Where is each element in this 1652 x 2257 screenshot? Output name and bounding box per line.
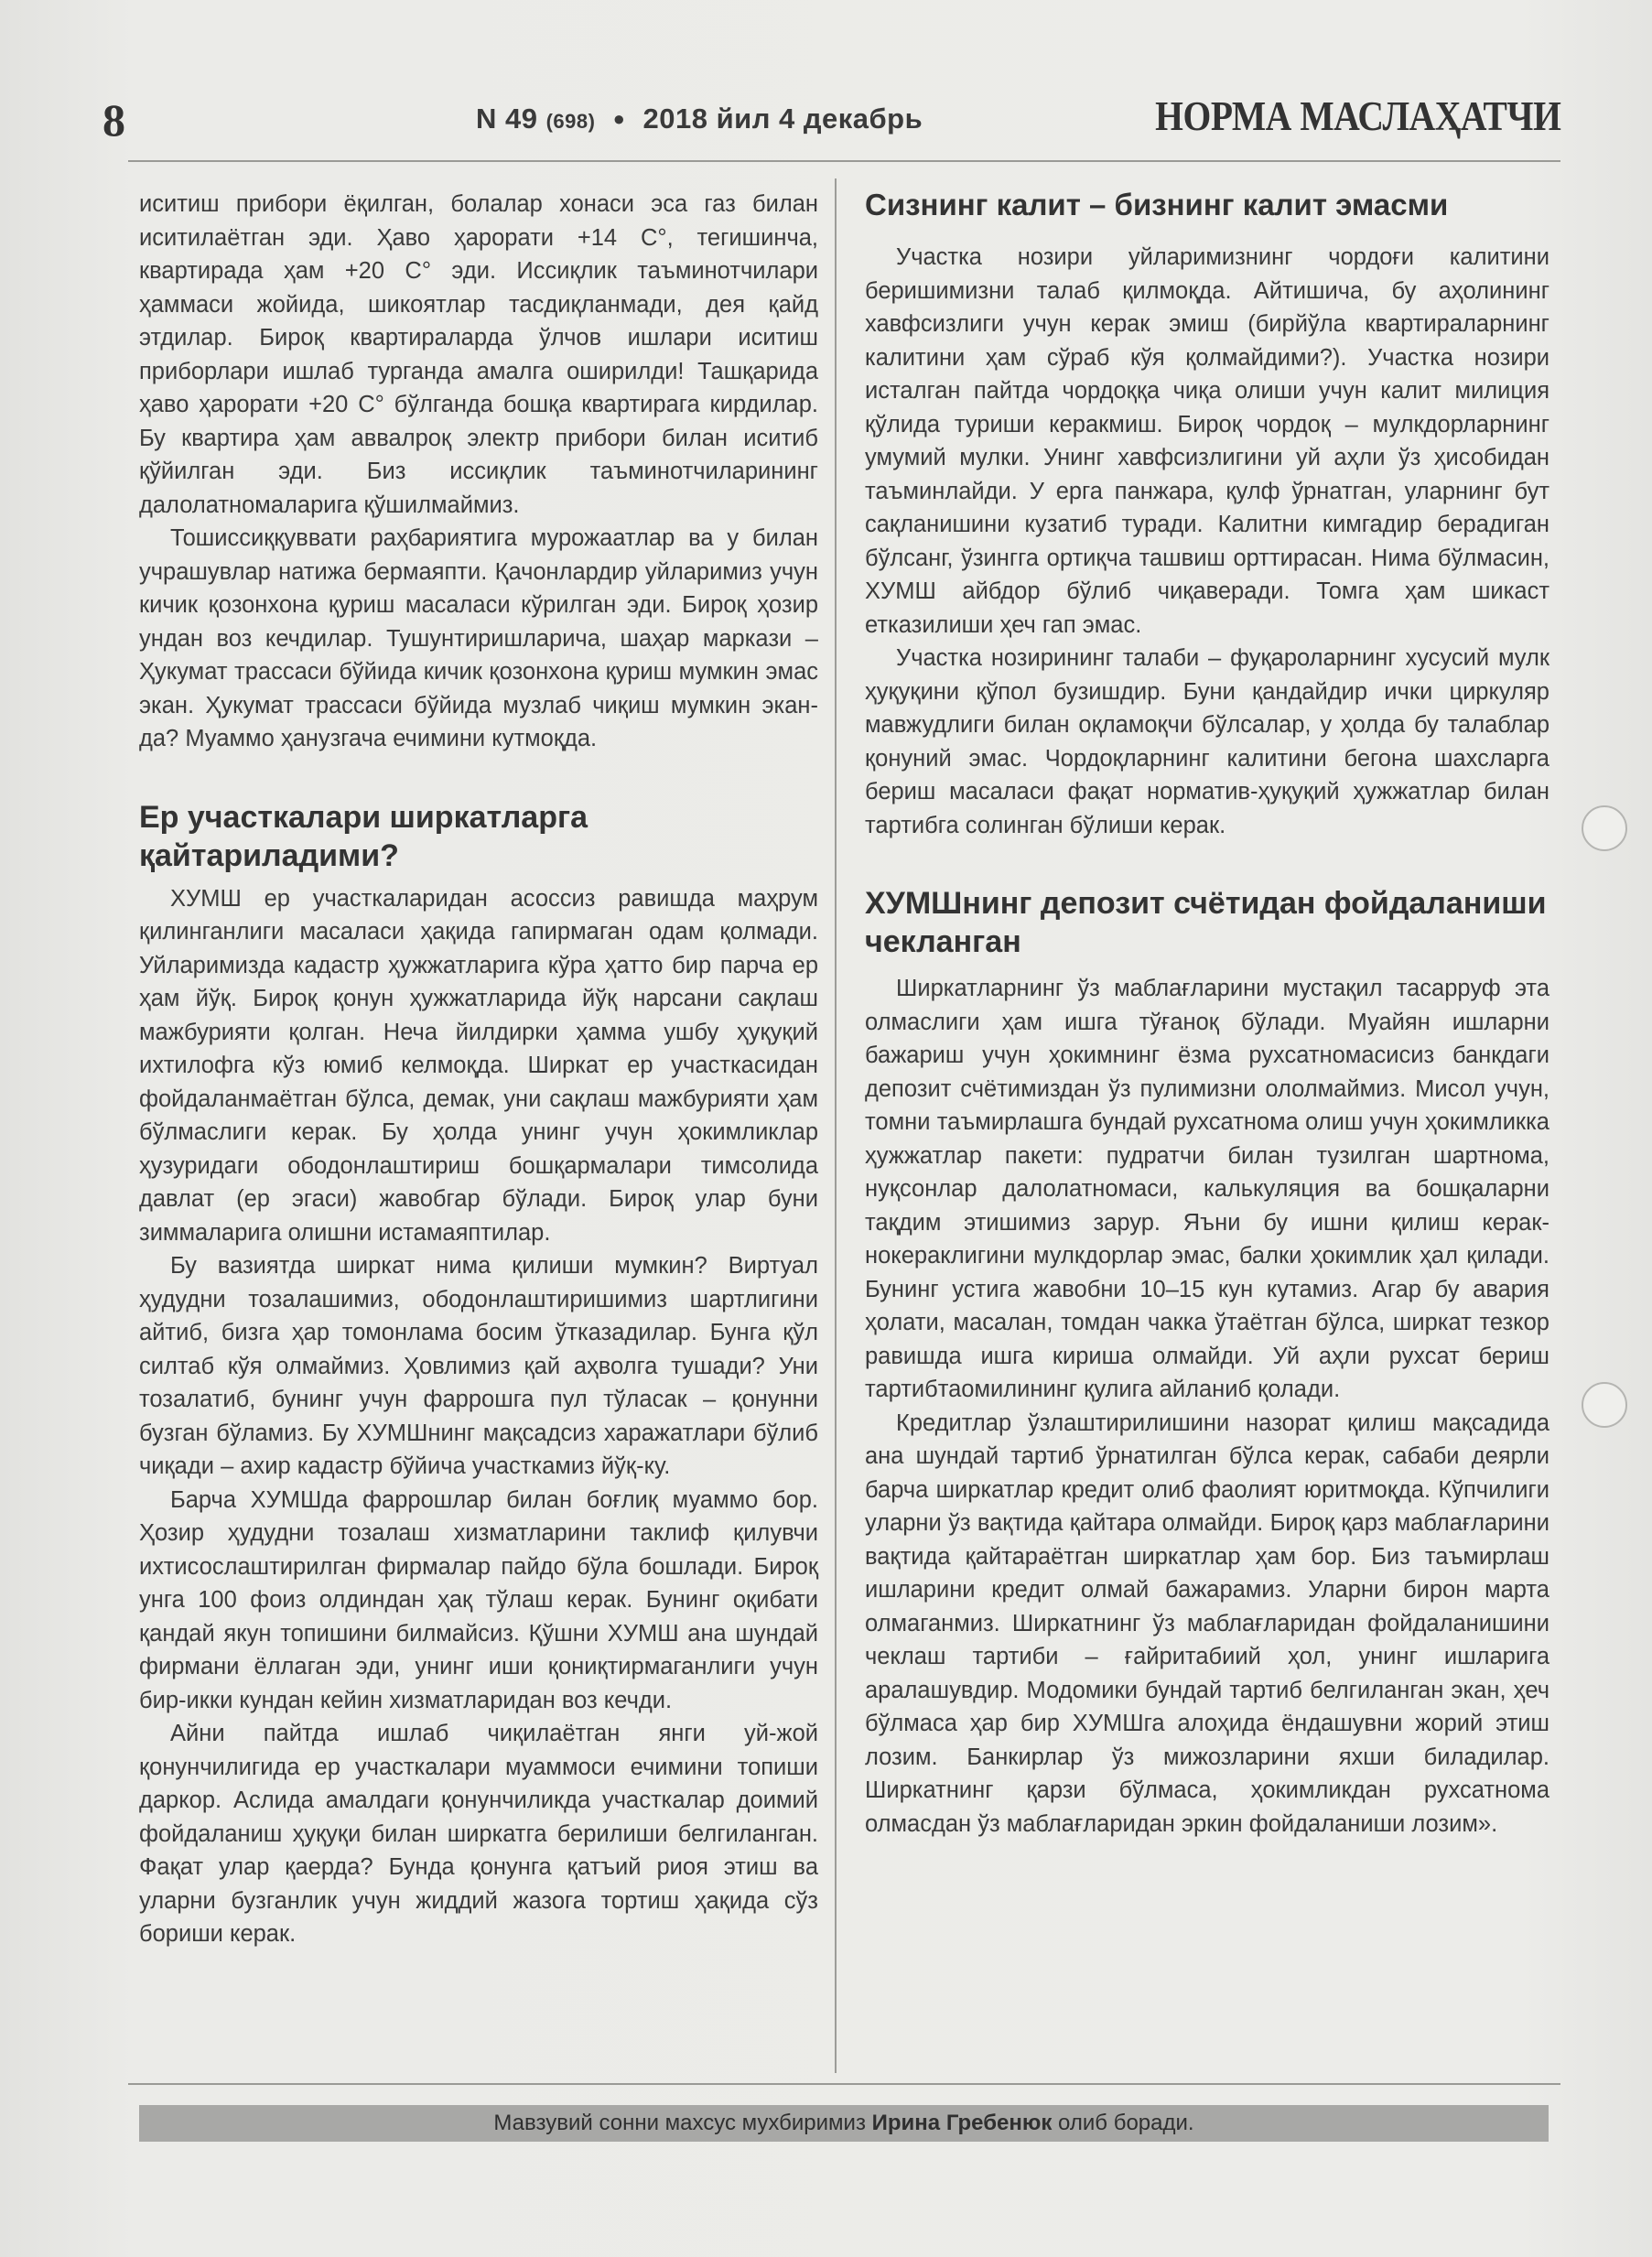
issue-sub-number: (698) (545, 110, 596, 133)
left-paragraph-4: Бу вазиятда ширкат нима қилиши мумкин? Виртуал ҳудудни тозалашимиз, ободонлаштиришимиз шартлигини айтиб, бизга ҳар томонлама босим ўтказадилар. Бунга қўл силтаб кўя олмаймиз. Ҳовлимиз қай аҳволга тушади? Уни тозалатиб, бунинг учун фаррошга пул тўласак – қонунни бузган бўламиз. Бу ХУМШнинг мақсадсиз харажатлари бўлиб чиқади – ахир кадастр бўйича участкамиз йўқ-ку. (139, 1253, 818, 1479)
right-paragraph-3: Ширкатларнинг ўз маблағларини мустақил тасарруф эта олмаслиги ҳам ишга тўғаноқ бўлади. Муайян ишларни бажариш учун ҳокимнинг ёзма рухсатномасисиз банкдаги депозит счётимиздан ўз пулимизни ололмаймиз. Мисол учун, томни таъмирлашга бундай рухсатнома олиш учун ҳокимликка ҳужжатлар пакети: пудратчи билан тузилган шартнома, нуқсонлар далолатномаси, калькуляция ва бошқаларни тақдим этишимиз зарур. Яъни бу ишни қилиш керак-нокераклигини мулкдорлар эмас, балки ҳокимлик ҳал қилади. Бунинг устига жавобни 10–15 кун кутамиз. Агар бу авария ҳолати, масалан, томдан чакка ўтаётган бўлса, ширкат тезкор равишда ишга кириша олмайди. Уй аҳли рухсат бериш тартибтаомилининг қулига айланиб қолади. (865, 976, 1549, 1402)
punch-hole-icon (1582, 1382, 1627, 1428)
section-heading-deposit: ХУМШнинг депозит счётидан фойдаланиши чекланган (865, 886, 1547, 959)
issue-info (476, 103, 923, 135)
bullet-separator: ● (612, 107, 626, 130)
section-heading-land-plots: Ер участкалари ширкатларга қайтариладими? (139, 799, 588, 873)
right-paragraph-2: Участка нозирининг талаби – фуқароларнинг хусусий мулк ҳуқуқини қўпол бузишдир. Буни қандайдир ички циркуляр мавжудлиги билан оқламоқчи бўлсалар, у ҳолда бу талаблар қонуний эмас. Чордоқларнинг калитини бегона шахсларга бериш масаласи фақат норматив-ҳуқуқий ҳужжатлар билан тартибга солинган бўлиши керак. (865, 645, 1549, 838)
footer-text-after: олиб боради. (1058, 2111, 1194, 2135)
newspaper-masthead: НОРМА МАСЛАҲАТЧИ (1154, 92, 1560, 139)
left-column (139, 188, 818, 1951)
issue-number: N 49 (476, 103, 538, 135)
left-paragraph-1: иситиш прибори ёқилган, болалар хонаси эса газ билан иситилаётган эди. Ҳаво ҳарорати +14 С°, тегишинча, квартирада ҳам +20 С° эди. Иссиқлик таъминотчилари ҳаммаси жойида, шикоятлар тасдиқланмади, дея қайд этдилар. Бироқ квартираларда ўлчов ишлари иситиш приборлари ишлаб турганда амалга оширилди! Ташқарида ҳаво ҳарорати +20 С° бўлганда бошқа квартирага кирдилар. Бу квартира ҳам аввалроқ электр прибори билан иситиб қўйилган эди. Биз иссиқлик таъминотчиларининг далолатномаларига қўшилмаймиз. (139, 191, 818, 518)
footer-author: Ирина Гребенюк (871, 2111, 1053, 2135)
page-header (0, 0, 1652, 156)
footer-credit-bar (139, 2105, 1549, 2142)
page-number: 8 (103, 94, 125, 146)
left-paragraph-3: ХУМШ ер участкаларидан асоссиз равишда маҳрум қилинганлиги масаласи ҳақида гапирмаган одам қолмади. Уйларимизда кадастр ҳужжатларига кўра ҳатто бир парча ер ҳам йўқ. Бироқ қонун ҳужжатларида йўқ нарсани сақлаш мажбурияти қолган. Неча йилдирки ҳамма ушбу ҳуқуқий ихтилофга кўз юмиб келмоқда. Ширкат ер участкасидан фойдаланмаётган бўлса, демак, уни сақлаш мажбурияти ҳам бўлмаслиги керак. Бу ҳолда унинг учун ҳокимликлар ҳузуридаги ободонлаштириш бошқармалари тимсолида давлат (ер эгаси) жавобгар бўлади. Бироқ улар буни зиммаларига олишни истамаяптилар. (139, 885, 818, 1246)
left-paragraph-6: Айни пайтда ишлаб чиқилаётган янги уй-жой қонунчилигида ер участкалари муаммоси ечимини топиши даркор. Аслида амалдаги қонунчиликда участкалар доимий фойдаланиш ҳуқуқи билан ширкатга берилиши белгиланган. Фақат улар қаерда? Бунда қонунга қатъий риоя этиш ва уларни бузганлик учун жиддий жазога тортиш ҳақида сўз бориши керак. (139, 1721, 818, 1947)
top-rule (128, 160, 1560, 162)
column-divider (835, 178, 837, 2073)
section-heading-key: Сизнинг калит – бизнинг калит эмасми (865, 188, 1449, 221)
punch-hole-icon (1582, 805, 1627, 851)
right-column (865, 188, 1549, 1841)
issue-date: 2018 йил 4 декабрь (642, 103, 923, 135)
left-paragraph-5: Барча ХУМШда фаррошлар билан боғлиқ муаммо бор. Ҳозир ҳудудни тозалаш хизматларини таклиф қилувчи ихтисослаштирилган фирмалар пайдо бўла бошлади. Бироқ унга 100 фоиз олдиндан ҳақ тўлаш керак. Бунинг оқибати қандай якун топишини билмайсиз. Қўшни ХУМШ ана шундай фирмани ёллаган эди, унинг иши қониқтирмаганлиги учун бир-икки кундан кейин хизматларидан воз кечди. (139, 1486, 818, 1713)
bottom-rule (128, 2083, 1560, 2085)
right-paragraph-1: Участка нозири уйларимизнинг чордоғи калитини беришимизни талаб қилмоқда. Айтишича, бу аҳолининг хавфсизлиги учун керак эмиш (бирйўла квартираларнинг калитини ҳам сўраб кўя қолмайдими?). Участка нозири исталган пайтда чордоққа чиқа олиши учун калит милиция қўлида туриши керакмиш. Бироқ чордоқ – мулкдорларнинг умумий мулки. Унинг хавфсизлигини уй аҳли ўз ҳисобидан таъминлайди. У ерга панжара, қулф ўрнатган, уларнинг бут сақланишини кузатиб туради. Калитни кимгадир берадиган бўлсанг, ўзингга ортиқча ташвиш орттирасан. Нима бўлмасин, ХУМШ айбдор бўлиб чиқаверади. Томга ҳам шикаст етказилиши ҳеч гап эмас. (865, 244, 1549, 638)
left-paragraph-2: Тошиссиққуввати раҳбариятига мурожаатлар ва у билан учрашувлар натижа бермаяпти. Қачонлардир уйларимиз учун кичик қозонхона қуриш масаласи кўрилган эди. Бироқ ҳозир ундан воз кечдилар. Тушунтиришларича, шаҳар маркази – Ҳукумат трассаси бўйида кичик қозонхона қуриш мумкин эмас экан. Ҳукумат трассаси бўйида музлаб чиқиш мумкин экан-да? Муаммо ҳанузгача ечимини кутмоқда. (139, 525, 818, 751)
right-paragraph-4: Кредитлар ўзлаштирилишини назорат қилиш мақсадида ана шундай тартиб ўрнатилган бўлса керак, сабаби деярли барча ширкатлар кредит олиб фаолият юритмоқда. Кўпчилиги уларни ўз вақтида қайтара олмайди. Бироқ қарз маблағларини вақтида қайтараётган ширкатлар ҳам бор. Биз таъмирлаш ишларини кредит олмай бажарамиз. Уларни бирон марта олмаганмиз. Ширкатнинг ўз маблағларидан фойдаланишини чеклаш тартиби – ғайритабиий ҳол, унинг ишларига аралашувдир. Модомики бундай тартиб белгиланган экан, ҳеч бўлмаса ҳар бир ХУМШга алоҳида ёндашувни жорий этиш лозим. Банкирлар ўз мижозларини яхши биладилар. Ширкатнинг қарзи бўлмаса, ҳокимликдан рухсатнома олмасдан ўз маблағларидан эркин фойдаланиши лозим». (865, 1409, 1549, 1837)
footer-text-before: Мавзувий сонни махсус мухбиримиз (493, 2111, 866, 2135)
